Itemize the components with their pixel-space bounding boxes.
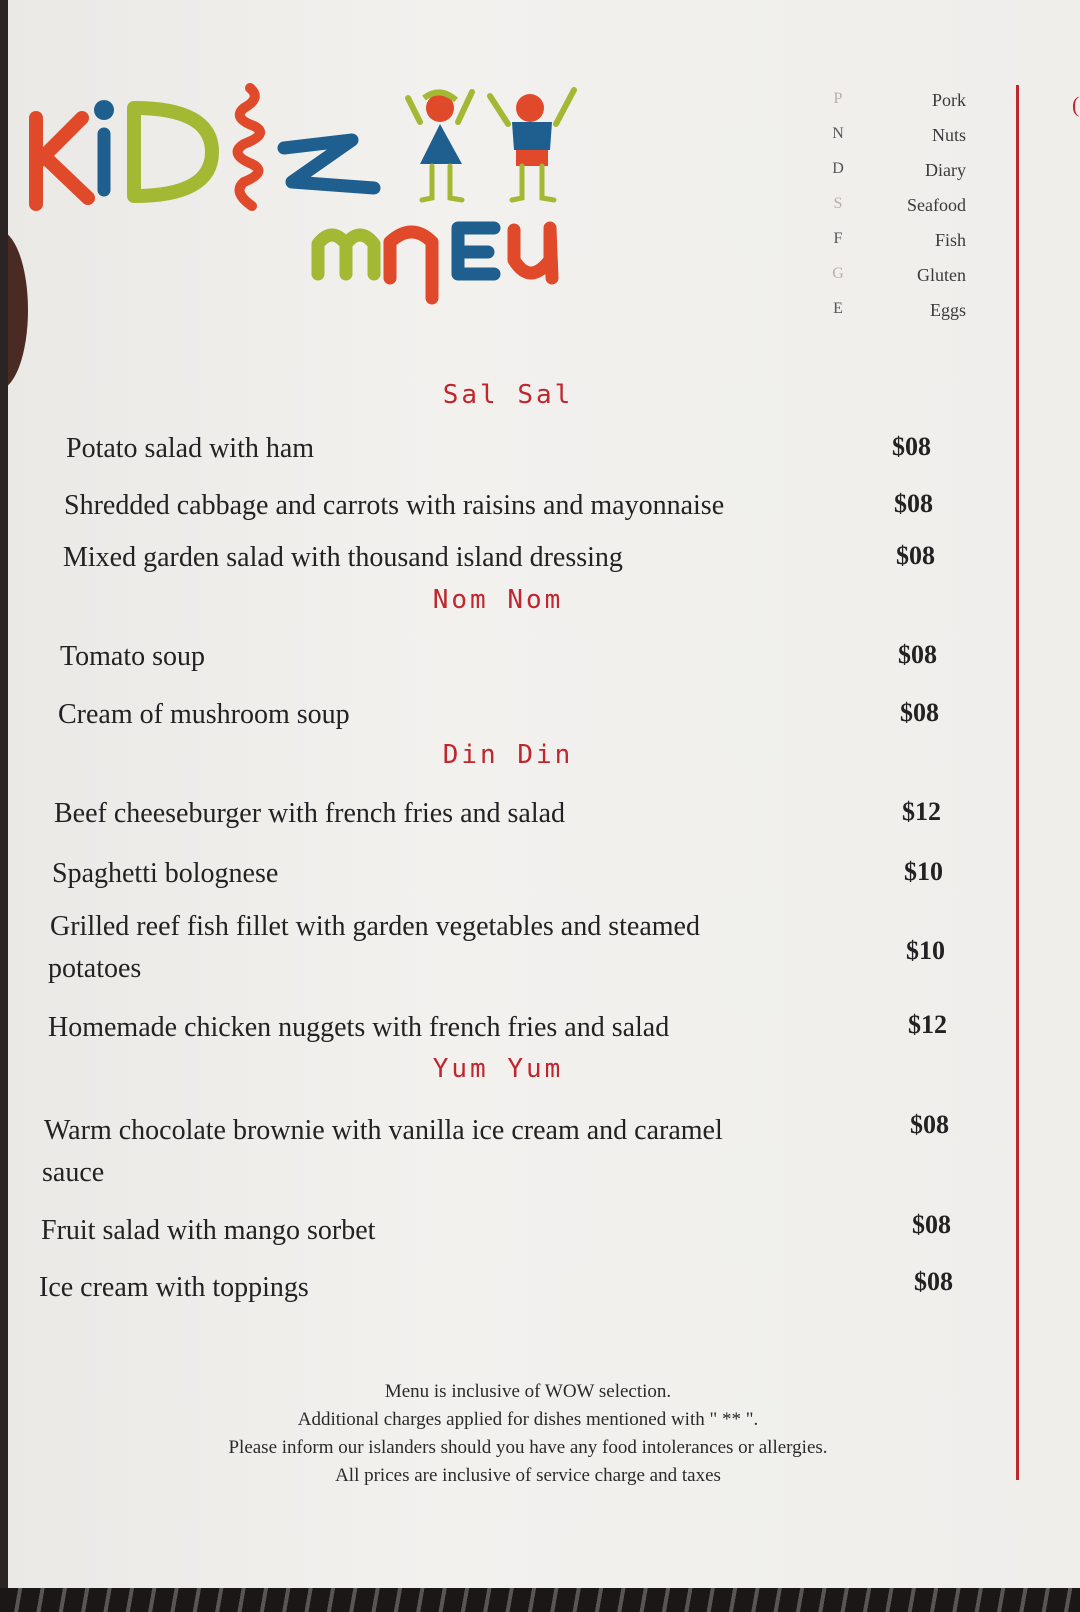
table-surface [0,1588,1080,1612]
allergen-row-nuts [788,125,978,160]
menu-item-name: Shredded cabbage and carrots with raisins and mayonnaise [64,490,725,521]
menu-item-name: Grilled reef fish fillet with garden vegetables and steamed [50,911,700,942]
footer-line: Please inform our islanders should you have any food intolerances or allergies. [228,1437,828,1458]
menu-item-price: $12 [908,1010,947,1039]
menu-item-price: $08 [900,698,939,727]
menu-item-price: $08 [912,1210,951,1239]
allergen-row-gluten [788,265,978,300]
allergen-row-fish [788,230,978,265]
allergen-key [788,90,978,335]
allergen-row-eggs [788,300,978,335]
menu-item-name-continued: potatoes [48,953,142,984]
menu-item-name-continued: sauce [42,1157,105,1188]
menu-item-price: $10 [906,936,945,965]
menu-item-price: $08 [914,1267,953,1296]
menu-item-name: Fruit salad with mango sorbet [41,1215,376,1246]
footer-line: All prices are inclusive of service charge and taxes [335,1465,721,1486]
menu-item-name: Potato salad with ham [66,433,315,464]
menu-item-name: Homemade chicken nuggets with french fries and salad [48,1012,670,1043]
allergen-label: Diary [925,160,966,180]
allergen-code: E [833,300,843,317]
allergen-label: Seafood [907,195,966,215]
logo-child-figure-boy [490,90,574,200]
menu-item-price: $08 [894,489,933,518]
menu-item-name: Warm chocolate brownie with vanilla ice cream and caramel [44,1115,723,1146]
logo-word-menu [318,228,552,298]
menu-item-name: Ice cream with toppings [39,1272,309,1303]
allergen-code: N [832,125,844,142]
menu-item-price: $08 [910,1110,949,1139]
menu-item-price: $08 [896,541,935,570]
logo-letter-z [284,140,374,188]
red-border-line [1016,85,1019,1480]
menu-footer-notes [168,1378,888,1490]
menu-item-price: $08 [892,432,931,461]
allergen-label: Pork [931,90,966,110]
menu-item-price: $10 [904,857,943,886]
logo-child-figure-girl [408,92,472,200]
allergen-label: Nuts [931,125,966,145]
section-title-sal-sal: Sal Sal [442,380,574,410]
logo-letter-d [134,108,212,196]
allergen-label: Fish [934,230,966,250]
menu-item-price: $08 [898,640,937,669]
footer-line: Menu is inclusive of WOW selection. [384,1381,672,1402]
allergen-label: Gluten [917,265,966,285]
section-title-din-din: Din Din [442,740,574,770]
allergen-row-diary [788,160,978,195]
section-title-nom-nom: Nom Nom [432,585,564,615]
section-title-yum-yum: Yum Yum [432,1054,564,1084]
allergen-row-seafood [788,195,978,230]
allergen-code: P [833,90,843,107]
menu-item-name: Beef cheeseburger with french fries and salad [54,798,566,829]
allergen-code: S [833,195,843,212]
menu-item-price: $12 [902,797,941,826]
menu-item-name: Cream of mushroom soup [58,699,350,730]
menu-item-name: Mixed garden salad with thousand island dressing [63,542,623,573]
logo-letter-i [94,100,114,190]
allergen-code: F [833,230,843,247]
menu-item-name: Spaghetti bolognese [52,858,279,889]
allergen-label: Eggs [930,300,966,320]
corner-mark: ( [1072,92,1080,117]
footer-line: Additional charges applied for dishes mentioned with " ** ". [297,1409,759,1430]
menu-item-name: Tomato soup [60,641,206,672]
allergen-row-pork [788,90,978,125]
logo-squiggle [238,88,260,206]
menu-page [8,0,1080,1588]
logo-letter-k [36,118,88,204]
kidzz-menu-logo [22,78,602,318]
allergen-code: G [832,265,844,282]
allergen-code: D [832,160,844,177]
